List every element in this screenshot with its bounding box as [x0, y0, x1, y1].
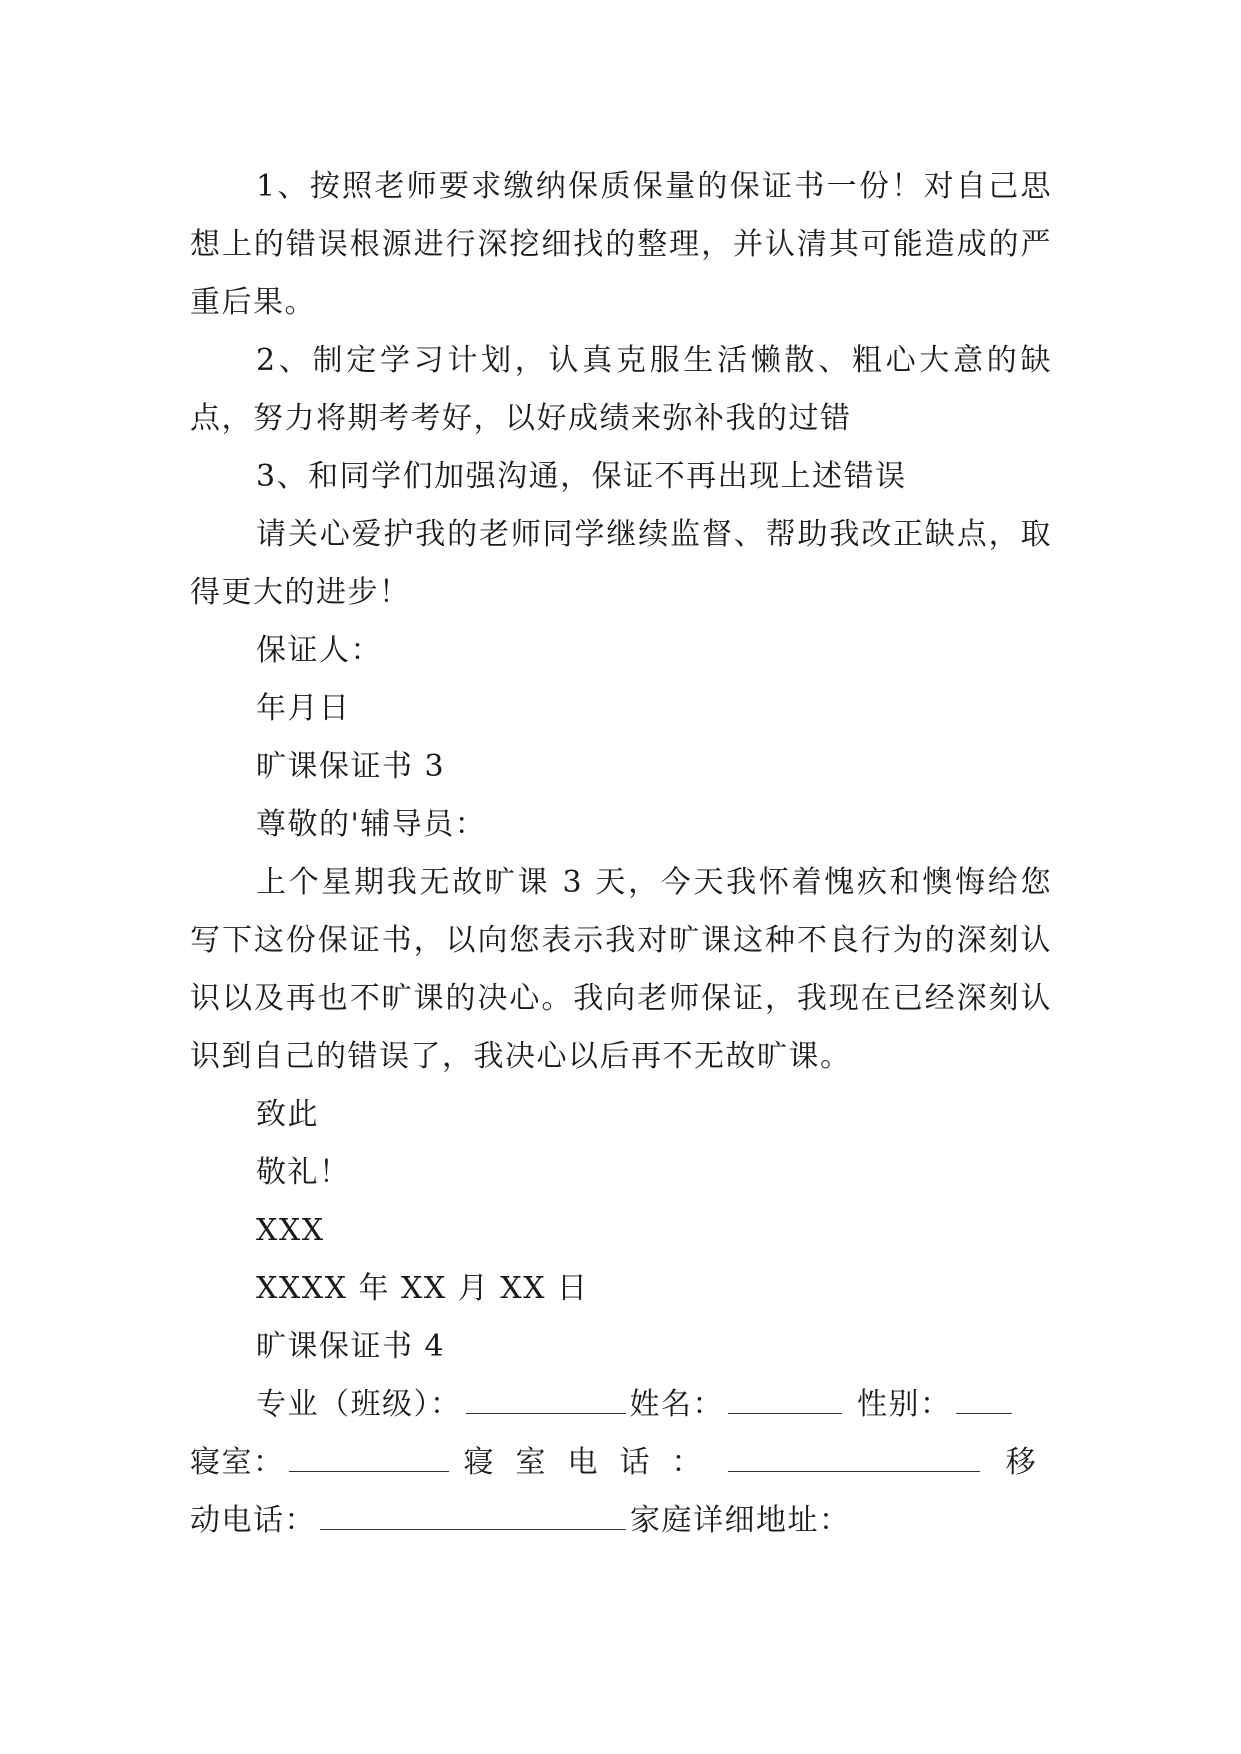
form-line-2 [190, 1434, 1052, 1492]
paragraph-3: 3、和同学们加强沟通，保证不再出现上述错误 [256, 459, 907, 494]
guarantor-line: 保证人： [256, 633, 382, 668]
signature-date: XXXX 年 XX 月 XX 日 [256, 1271, 589, 1306]
document-page [190, 158, 1052, 1550]
form-line-1 [190, 1376, 1052, 1434]
mobile-label-start: 移 [1005, 1445, 1038, 1480]
paragraph-4: 请关心爱护我的老师同学继续监督、帮助我改正缺点，取得更大的进步！ [190, 517, 1052, 610]
name-label: 姓名： [629, 1387, 724, 1422]
section-title-4: 旷课保证书 4 [256, 1329, 446, 1364]
paragraph-1: 1、按照老师要求缴纳保质保量的保证书一份！对自己思想上的错误根源进行深挖细找的整理，并认清其可能造成的严重后果。 [190, 169, 1052, 320]
major-blank [466, 1381, 626, 1414]
form-line-3 [190, 1492, 1052, 1550]
dorm-phone-label: 寝室电话： [463, 1445, 724, 1480]
dorm-blank [289, 1439, 449, 1472]
paragraph-body-3: 上个星期我无故旷课 3 天，今天我怀着愧疚和懊悔给您写下这份保证书，以向您表示我对旷课这种不良行为的深刻认识以及再也不旷课的决心。我向老师保证，我现在已经深刻认识到自己的错误了，我决心以后再不无故旷课。 [190, 865, 1052, 1074]
date-line: 年月日 [256, 691, 351, 726]
closing-line: 致此 [256, 1097, 319, 1132]
section-title-3: 旷课保证书 3 [256, 749, 446, 784]
name-blank [728, 1381, 842, 1414]
mobile-label-end: 动电话： [190, 1503, 316, 1538]
dorm-label: 寝室： [190, 1445, 285, 1480]
salutation: 尊敬的'辅导员： [256, 807, 487, 842]
signature-name: XXX [256, 1213, 325, 1248]
major-label: 专业（班级）： [256, 1387, 462, 1422]
mobile-blank [320, 1497, 626, 1530]
paragraph-2: 2、制定学习计划，认真克服生活懒散、粗心大意的缺点，努力将期考考好，以好成绩来弥补我的过错 [190, 343, 1052, 436]
dorm-phone-blank [728, 1439, 980, 1472]
regards-line: 敬礼！ [256, 1155, 351, 1190]
gender-label: 性别： [857, 1387, 952, 1422]
gender-blank [956, 1381, 1012, 1414]
address-label: 家庭详细地址： [630, 1503, 851, 1538]
